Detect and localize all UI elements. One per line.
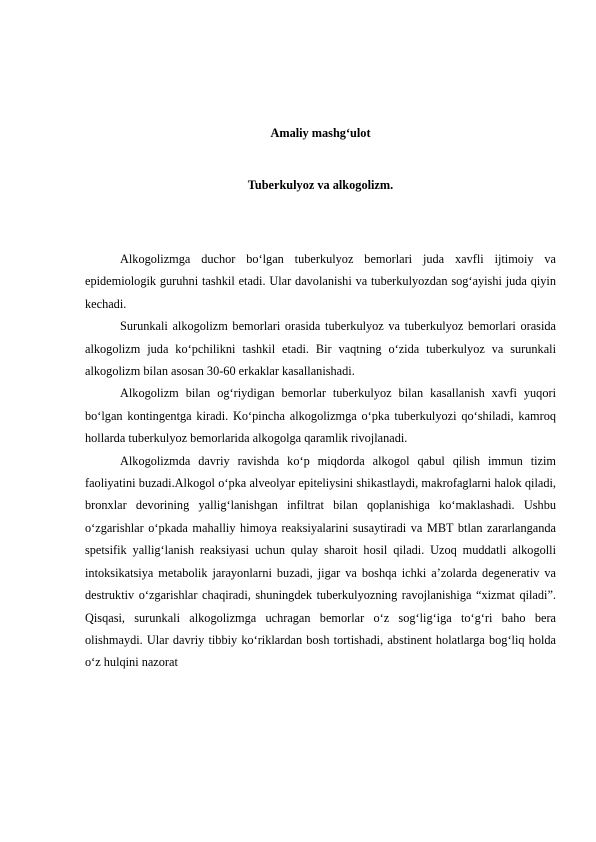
page-title: Amaliy mashg‘ulot bbox=[270, 126, 371, 140]
page-subtitle: Tuberkulyoz va alkogolizm. bbox=[247, 178, 394, 192]
paragraph: Alkogolizmda davriy ravishda ko‘p miqdorda alkogol qabul qilish immun tizim faoliyatini buzadi.Alkogol o‘pka alveolyar epiteliysini shikastlaydi, makrofaglarni halok qiladi, bronxlar devorining yallig‘lanishgan infiltrat bilan qoplanishiga ko‘maklashadi. Ushbu o‘zgarishlar o‘pkada mahalliy himoya reaksiyalarini susaytiradi va MBT btlan zararlanganda spetsifik yallig‘lanish reaksiyasi uchun qulay sharoit hosil qiladi. Uzoq muddatli alkogolli intoksikatsiya metabolik jarayonlarni buzadi, jigar va boshqa ichki a’zolarda degenerativ va destruktiv o‘zgarishlar chaqiradi, shuningdek tuberkulyozning ravojlanishiga “xizmat qiladi”. Qisqasi, surunkali alkogolizmga uchragan bemorlar o‘z sog‘lig‘iga to‘g‘ri baho bera olishmaydi. Ular davriy tibbiy ko‘riklardan bosh tortishadi, abstinent holatlarga bog‘liq holda o‘z hulqini nazorat bbox=[85, 453, 556, 670]
paragraph: Surunkali alkogolizm bemorlari orasida tuberkulyoz va tuberkulyoz bemorlari orasida alkogolizm juda ko‘pchilikni tashkil etadi. Bir vaqtning o‘zida tuberkulyoz va surunkali alkogolizm bilan asosan 30-60 erkaklar kasallanishadi. bbox=[85, 319, 556, 379]
paragraph: Alkogolizm bilan og‘riydigan bemorlar tuberkulyoz bilan kasallanish xavfi yuqori bo‘lgan kontingentga kiradi. Ko‘pincha alkogolizmga o‘pka tuberkulyozi qo‘shiladi, kamroq hollarda tuberkulyoz bemorlarida alkogolga qaramlik rivojlanadi. bbox=[85, 386, 556, 446]
paragraph: Alkogolizmga duchor bo‘lgan tuberkulyoz bemorlari juda xavfli ijtimoiy va epidemiologik guruhni tashkil etadi. Ular davolanishi va tuberkulyozdan sog‘ayishi juda qiyin kechadi. bbox=[85, 252, 556, 311]
body-text bbox=[85, 248, 556, 674]
